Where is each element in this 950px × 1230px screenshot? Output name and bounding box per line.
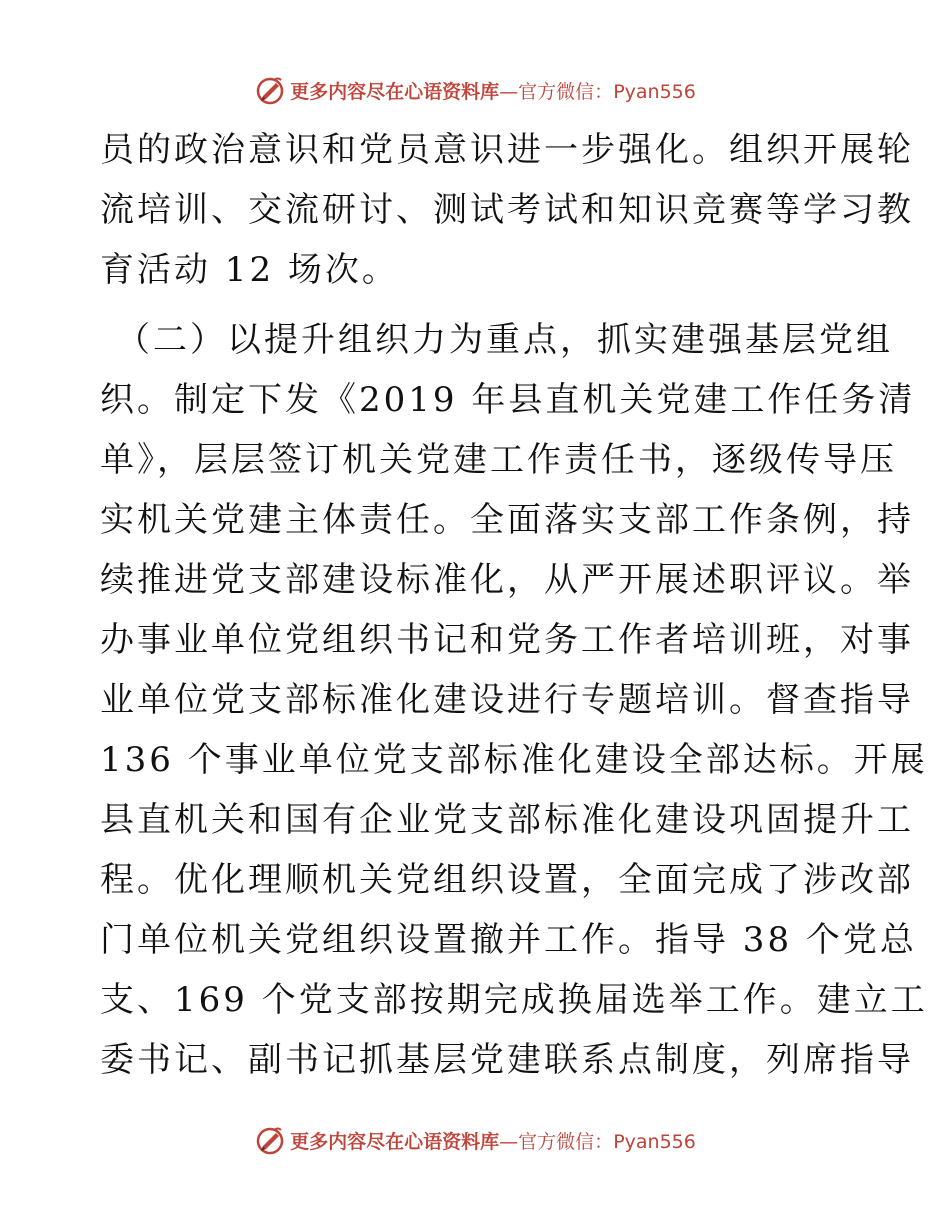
watermark-brand: 更多内容尽在心语资料库 (290, 80, 500, 103)
text-line: 136 个事业单位党支部标准化建设全部达标。开展 (100, 740, 928, 780)
text-line: 程。优化理顺机关党组织设置，全面完成了涉改部 (100, 860, 914, 900)
watermark-handle: Pyan556 (613, 1130, 696, 1153)
watermark-suffix: 官方微信： (518, 1130, 614, 1153)
text-line: 县直机关和国有企业党支部标准化建设巩固提升工 (100, 800, 914, 840)
text-line: 门单位机关党组织设置撤并工作。指导 38 个党总 (100, 920, 917, 960)
watermark-dash: — (499, 1130, 519, 1153)
text-line: 支、169 个党支部按期完成换届选举工作。建立工 (100, 980, 928, 1020)
text-line: 流培训、交流研讨、测试考试和知识竞赛等学习教 (100, 190, 914, 230)
paragraph-1 (100, 120, 914, 300)
pen-logo-icon (254, 74, 286, 106)
text-line: 办事业单位党组织书记和党务工作者培训班，对事 (100, 620, 914, 660)
text-line: 实机关党建主体责任。全面落实支部工作条例，持 (100, 500, 914, 540)
text-line: 续推进党支部建设标准化，从严开展述职评议。举 (100, 560, 914, 600)
watermark-text (290, 77, 696, 104)
watermark-handle: Pyan556 (613, 80, 696, 103)
text-line: 委书记、副书记抓基层党建联系点制度，列席指导 (100, 1040, 914, 1080)
header-watermark (0, 70, 950, 110)
text-line: 育活动 12 场次。 (100, 250, 399, 290)
paragraph-2 (100, 310, 928, 1090)
text-line: 业单位党支部标准化建设进行专题培训。督查指导 (100, 680, 914, 720)
text-line: 单》，层层签订机关党建工作责任书，逐级传导压 (100, 440, 897, 480)
text-line: 织。制定下发《2019 年县直机关党建工作任务清 (100, 380, 916, 420)
watermark-text (290, 1127, 696, 1154)
watermark-dash: — (499, 80, 519, 103)
pen-logo-icon (254, 1124, 286, 1156)
text-line: （二）以提升组织力为重点，抓实建强基层党组 (116, 320, 893, 360)
watermark-suffix: 官方微信： (518, 80, 614, 103)
footer-watermark (0, 1120, 950, 1160)
text-line: 员的政治意识和党员意识进一步强化。组织开展轮 (100, 130, 914, 170)
watermark-brand: 更多内容尽在心语资料库 (290, 1130, 500, 1153)
document-body (100, 120, 928, 1090)
